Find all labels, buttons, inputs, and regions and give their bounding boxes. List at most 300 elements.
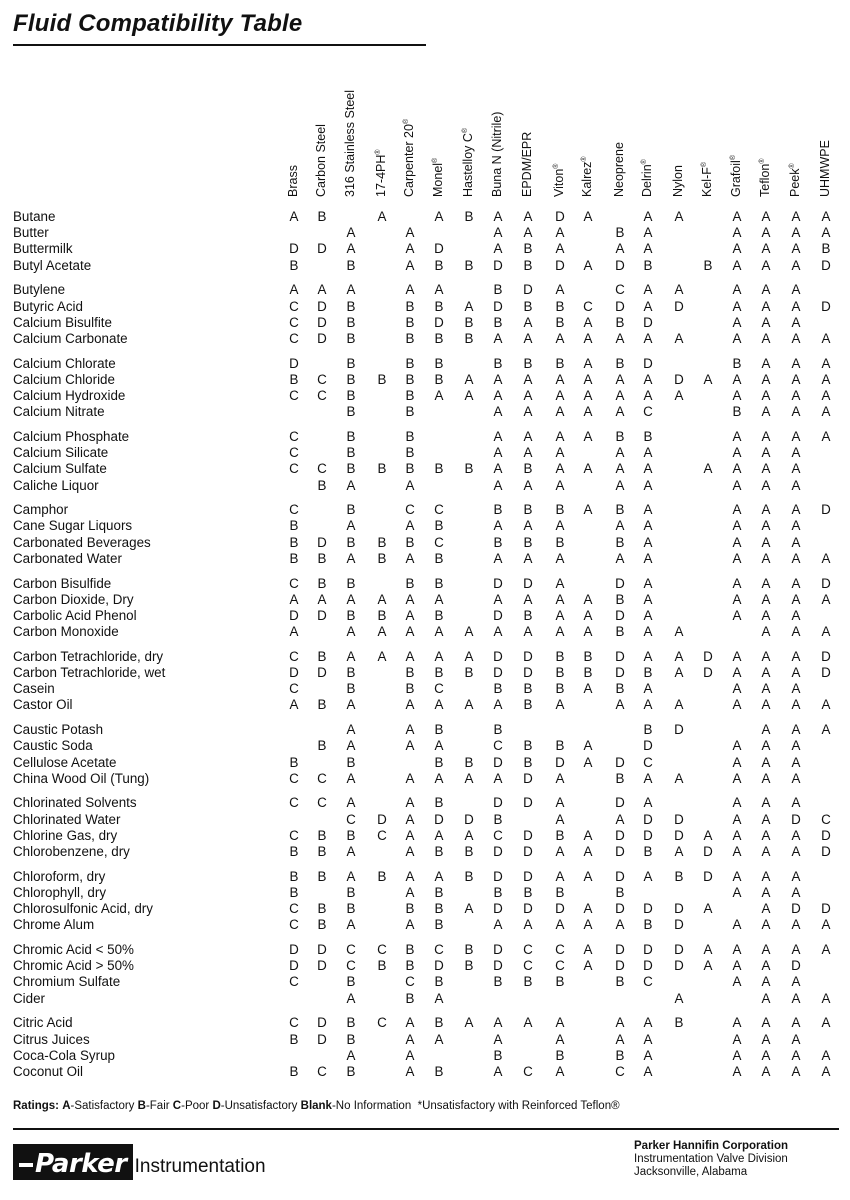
rating-cell: A <box>821 722 831 737</box>
rating-cell: B <box>346 974 356 989</box>
column-header <box>287 165 300 197</box>
rating-cell: A <box>791 991 801 1006</box>
rating-cell: D <box>674 917 684 932</box>
rating-cell: D <box>615 649 625 664</box>
rating-cell: A <box>732 844 742 859</box>
rating-cell: A <box>464 624 474 639</box>
column-header-label: Brass <box>286 165 300 197</box>
rating-cell: C <box>523 958 533 973</box>
rating-cell: A <box>732 958 742 973</box>
fluid-name: Chlorobenzene, dry <box>13 844 130 859</box>
rating-cell: D <box>555 258 565 273</box>
column-header-label: Teflon <box>758 163 773 197</box>
rating-cell: A <box>555 812 565 827</box>
rating-cell: D <box>821 901 831 916</box>
rating-cell: D <box>643 356 653 371</box>
rating-cell: A <box>761 608 771 623</box>
rating-cell: A <box>523 624 533 639</box>
registered-mark: ® <box>403 118 410 125</box>
rating-cell: D <box>555 755 565 770</box>
rating-cell: B <box>493 282 503 297</box>
fluid-name: Coconut Oil <box>13 1064 83 1079</box>
rating-cell: A <box>405 282 415 297</box>
rating-cell: A <box>732 535 742 550</box>
rating-cell: D <box>317 665 327 680</box>
rating-cell: A <box>791 315 801 330</box>
company-division: Instrumentation Valve Division <box>634 1153 788 1165</box>
rating-cell: B <box>317 551 327 566</box>
rating-cell: B <box>346 535 356 550</box>
rating-cell: A <box>583 356 593 371</box>
rating-cell: A <box>732 681 742 696</box>
rating-cell: A <box>523 225 533 240</box>
rating-cell: B <box>615 1048 625 1063</box>
rating-cell: A <box>761 551 771 566</box>
rating-cell: A <box>732 1064 742 1079</box>
rating-cell: A <box>791 649 801 664</box>
rating-cell: A <box>434 991 444 1006</box>
rating-cell: B <box>434 795 444 810</box>
rating-cell: A <box>761 974 771 989</box>
rating-cell: A <box>732 812 742 827</box>
rating-cell: C <box>643 755 653 770</box>
rating-cell: A <box>761 502 771 517</box>
rating-cell: A <box>405 697 415 712</box>
rating-cell: A <box>732 1048 742 1063</box>
fluid-name: Chlorine Gas, dry <box>13 828 118 843</box>
column-header-label: 316 Stainless Steel <box>343 89 357 197</box>
rating-cell: D <box>821 502 831 517</box>
rating-cell: D <box>674 958 684 973</box>
rating-cell: A <box>643 1048 653 1063</box>
rating-cell: A <box>346 649 356 664</box>
rating-cell: A <box>555 917 565 932</box>
rating-cell: D <box>523 828 533 843</box>
rating-cell: A <box>555 241 565 256</box>
rating-cell: B <box>377 461 387 476</box>
rating-cell: B <box>289 755 299 770</box>
rating-cell: A <box>405 844 415 859</box>
rating-cell: A <box>583 755 593 770</box>
parker-logo <box>13 1140 266 1180</box>
rating-cell: D <box>615 258 625 273</box>
fluid-name: Calcium Bisulfite <box>13 315 112 330</box>
rating-cell: C <box>289 771 299 786</box>
rating-cell: A <box>643 551 653 566</box>
column-header-label: Carbon Steel <box>314 124 328 197</box>
rating-cell: A <box>761 258 771 273</box>
rating-cell: A <box>493 372 503 387</box>
rating-cell: B <box>523 502 533 517</box>
rating-cell: A <box>583 404 593 419</box>
rating-cell: A <box>791 299 801 314</box>
rating-cell: A <box>791 869 801 884</box>
rating-cell: B <box>434 372 444 387</box>
rating-cell: A <box>615 917 625 932</box>
rating-cell: A <box>732 461 742 476</box>
rating-cell: B <box>464 331 474 346</box>
rating-cell: B <box>434 665 444 680</box>
rating-cell: B <box>643 917 653 932</box>
fluid-name: Carbon Dioxide, Dry <box>13 592 134 607</box>
rating-cell: C <box>555 958 565 973</box>
rating-cell: A <box>555 795 565 810</box>
rating-cell: A <box>615 478 625 493</box>
legend-note: *Unsatisfactory with Reinforced Teflon® <box>417 1100 620 1112</box>
fluid-name: Caliche Liquor <box>13 478 99 493</box>
rating-cell: A <box>791 844 801 859</box>
rating-cell: C <box>289 445 299 460</box>
rating-cell: C <box>493 738 503 753</box>
rating-cell: D <box>615 755 625 770</box>
rating-cell: B <box>317 869 327 884</box>
rating-cell: D <box>821 299 831 314</box>
rating-cell: A <box>791 372 801 387</box>
rating-cell: A <box>493 331 503 346</box>
rating-cell: A <box>674 697 684 712</box>
rating-cell: A <box>643 209 653 224</box>
registered-mark: ® <box>730 155 737 161</box>
rating-cell: A <box>615 445 625 460</box>
rating-cell: A <box>761 869 771 884</box>
rating-cell: B <box>523 535 533 550</box>
rating-cell: D <box>674 942 684 957</box>
rating-cell: B <box>643 722 653 737</box>
rating-cell: A <box>761 885 771 900</box>
rating-cell: A <box>791 502 801 517</box>
rating-cell: D <box>523 869 533 884</box>
rating-cell: A <box>405 722 415 737</box>
rating-cell: D <box>703 844 713 859</box>
rating-cell: D <box>493 608 503 623</box>
rating-cell: A <box>732 576 742 591</box>
rating-cell: B <box>523 738 533 753</box>
rating-cell: A <box>732 372 742 387</box>
rating-cell: A <box>821 942 831 957</box>
rating-cell: B <box>493 885 503 900</box>
rating-cell: D <box>615 942 625 957</box>
rating-cell: B <box>346 1015 356 1030</box>
rating-cell: A <box>761 576 771 591</box>
fluid-name: Calcium Nitrate <box>13 404 105 419</box>
column-header-label: Hastelloy C <box>461 133 476 197</box>
rating-cell: B <box>555 665 565 680</box>
rating-cell: C <box>434 942 444 957</box>
rating-cell: D <box>434 812 444 827</box>
rating-cell: B <box>555 649 565 664</box>
rating-cell: A <box>791 1015 801 1030</box>
rating-cell: B <box>555 299 565 314</box>
company-location: Jacksonville, Alabama <box>634 1166 748 1178</box>
rating-cell: B <box>434 1015 444 1030</box>
rating-cell: A <box>434 828 444 843</box>
rating-cell: B <box>434 299 444 314</box>
rating-cell: C <box>317 372 327 387</box>
column-header <box>789 163 802 197</box>
rating-cell: B <box>289 844 299 859</box>
rating-cell: B <box>289 535 299 550</box>
fluid-name: Chloroform, dry <box>13 869 106 884</box>
rating-cell: D <box>434 315 444 330</box>
rating-cell: A <box>643 518 653 533</box>
rating-cell: D <box>289 241 299 256</box>
rating-cell: A <box>493 917 503 932</box>
rating-cell: B <box>555 502 565 517</box>
rating-cell: A <box>732 592 742 607</box>
rating-cell: A <box>732 209 742 224</box>
rating-cell: B <box>493 1048 503 1063</box>
column-header-label: Grafoil <box>729 160 744 197</box>
rating-cell: A <box>493 478 503 493</box>
rating-cell: A <box>464 649 474 664</box>
rating-cell: A <box>761 315 771 330</box>
rating-cell: A <box>346 795 356 810</box>
rating-cell: B <box>555 356 565 371</box>
rating-cell: A <box>405 1015 415 1030</box>
rating-cell: A <box>555 282 565 297</box>
rating-cell: A <box>821 697 831 712</box>
rating-cell: B <box>493 974 503 989</box>
rating-cell: A <box>761 388 771 403</box>
rating-cell: A <box>821 356 831 371</box>
rating-cell: A <box>615 551 625 566</box>
rating-cell: A <box>555 697 565 712</box>
rating-cell: B <box>555 828 565 843</box>
rating-cell: A <box>761 917 771 932</box>
rating-cell: B <box>346 315 356 330</box>
rating-cell: A <box>317 592 327 607</box>
rating-cell: A <box>761 755 771 770</box>
rating-cell: A <box>523 315 533 330</box>
fluid-name: Carbon Tetrachloride, dry <box>13 649 164 664</box>
rating-cell: A <box>555 844 565 859</box>
rating-cell: A <box>405 608 415 623</box>
rating-cell: C <box>289 576 299 591</box>
rating-cell: A <box>821 225 831 240</box>
rating-cell: B <box>346 372 356 387</box>
registered-mark: ® <box>789 163 796 169</box>
rating-cell: A <box>732 974 742 989</box>
fluid-name: Cane Sugar Liquors <box>13 518 133 533</box>
rating-cell: A <box>761 1048 771 1063</box>
rating-cell: B <box>555 315 565 330</box>
rating-cell: A <box>643 1064 653 1079</box>
rating-cell: A <box>761 404 771 419</box>
rating-cell: A <box>791 445 801 460</box>
rating-cell: A <box>703 828 713 843</box>
rating-cell: A <box>583 209 593 224</box>
rating-cell: A <box>821 388 831 403</box>
rating-cell: B <box>405 331 415 346</box>
column-header-label: Viton <box>552 168 567 197</box>
rating-cell: A <box>615 697 625 712</box>
rating-cell: B <box>555 535 565 550</box>
rating-cell: A <box>791 258 801 273</box>
rating-cell: D <box>643 958 653 973</box>
rating-cell: A <box>405 795 415 810</box>
rating-cell: D <box>555 901 565 916</box>
rating-cell: A <box>732 828 742 843</box>
rating-cell: B <box>464 844 474 859</box>
rating-cell: A <box>761 429 771 444</box>
rating-cell: D <box>493 942 503 957</box>
rating-cell: D <box>674 299 684 314</box>
rating-cell: B <box>405 299 415 314</box>
rating-cell: D <box>289 665 299 680</box>
rating-cell: C <box>821 812 831 827</box>
fluid-name: Calcium Phosphate <box>13 429 130 444</box>
rating-cell: C <box>289 649 299 664</box>
rating-cell: C <box>289 315 299 330</box>
rating-cell: A <box>493 388 503 403</box>
column-header-label: Monel <box>431 162 446 197</box>
rating-cell: A <box>523 551 533 566</box>
rating-cell: A <box>732 429 742 444</box>
rating-cell: A <box>732 917 742 932</box>
rating-cell: B <box>493 812 503 827</box>
rating-cell: A <box>732 551 742 566</box>
rating-cell: A <box>346 225 356 240</box>
rating-cell: A <box>732 445 742 460</box>
rating-cell: B <box>615 315 625 330</box>
rating-cell: A <box>791 917 801 932</box>
rating-cell: D <box>821 649 831 664</box>
fluid-name: Camphor <box>13 502 69 517</box>
rating-cell: A <box>703 958 713 973</box>
rating-cell: D <box>821 828 831 843</box>
rating-cell: A <box>761 958 771 973</box>
rating-cell: D <box>523 844 533 859</box>
rating-cell: B <box>317 209 327 224</box>
column-header <box>581 156 594 197</box>
rating-cell: A <box>346 771 356 786</box>
rating-cell: B <box>643 665 653 680</box>
rating-cell: A <box>615 372 625 387</box>
rating-cell: A <box>643 225 653 240</box>
rating-cell: A <box>289 697 299 712</box>
rating-cell: B <box>434 518 444 533</box>
rating-cell: A <box>821 551 831 566</box>
rating-cell: B <box>434 901 444 916</box>
rating-cell: B <box>289 885 299 900</box>
rating-cell: A <box>791 461 801 476</box>
rating-cell: A <box>555 461 565 476</box>
rating-cell: A <box>405 551 415 566</box>
rating-cell: A <box>405 225 415 240</box>
fluid-name: Chromic Acid > 50% <box>13 958 134 973</box>
fluid-name: Butyric Acid <box>13 299 83 314</box>
rating-cell: A <box>405 624 415 639</box>
rating-cell: A <box>289 592 299 607</box>
rating-cell: C <box>289 795 299 810</box>
legend-text-blank: -No Information <box>331 1100 412 1112</box>
rating-cell: B <box>346 404 356 419</box>
column-header <box>521 132 534 197</box>
rating-cell: B <box>493 502 503 517</box>
rating-cell: B <box>493 681 503 696</box>
rating-cell: B <box>346 901 356 916</box>
rating-cell: A <box>791 404 801 419</box>
rating-cell: B <box>464 258 474 273</box>
rating-cell: A <box>434 209 444 224</box>
rating-cell: D <box>289 608 299 623</box>
rating-cell: A <box>791 885 801 900</box>
rating-cell: A <box>555 771 565 786</box>
rating-cell: D <box>289 356 299 371</box>
rating-cell: A <box>493 551 503 566</box>
rating-cell: A <box>555 1015 565 1030</box>
rating-cell: B <box>405 942 415 957</box>
rating-cell: A <box>464 1015 474 1030</box>
rating-cell: A <box>523 592 533 607</box>
rating-cell: D <box>523 665 533 680</box>
rating-cell: D <box>317 315 327 330</box>
rating-cell: B <box>555 974 565 989</box>
rating-cell: A <box>464 299 474 314</box>
rating-cell: B <box>555 681 565 696</box>
rating-cell: A <box>583 592 593 607</box>
rating-cell: B <box>317 576 327 591</box>
page-title: Fluid Compatibility Table <box>13 10 303 37</box>
rating-cell: A <box>791 225 801 240</box>
rating-cell: A <box>346 1048 356 1063</box>
rating-cell: A <box>791 681 801 696</box>
rating-cell: B <box>405 665 415 680</box>
rating-cell: A <box>703 372 713 387</box>
rating-cell: A <box>493 461 503 476</box>
rating-cell: A <box>523 331 533 346</box>
rating-cell: B <box>464 942 474 957</box>
rating-cell: B <box>346 608 356 623</box>
rating-cell: A <box>346 592 356 607</box>
rating-cell: A <box>674 844 684 859</box>
legend-key-c: C <box>172 1100 182 1112</box>
fluid-name: Chrome Alum <box>13 917 95 932</box>
rating-cell: B <box>346 331 356 346</box>
rating-cell: D <box>674 722 684 737</box>
rating-cell: D <box>493 755 503 770</box>
rating-cell: A <box>493 445 503 460</box>
fluid-name: Chromium Sulfate <box>13 974 121 989</box>
rating-cell: A <box>615 1015 625 1030</box>
rating-cell: A <box>732 331 742 346</box>
rating-cell: C <box>317 1064 327 1079</box>
rating-cell: A <box>732 697 742 712</box>
rating-cell: A <box>821 991 831 1006</box>
rating-cell: A <box>555 551 565 566</box>
fluid-name: Chlorinated Solvents <box>13 795 137 810</box>
rating-cell: A <box>791 518 801 533</box>
rating-cell: D <box>615 901 625 916</box>
column-header-label: Kalrez <box>580 161 595 197</box>
rating-cell: B <box>523 697 533 712</box>
rating-cell: A <box>791 356 801 371</box>
rating-cell: B <box>523 974 533 989</box>
rating-cell: A <box>555 624 565 639</box>
rating-cell: B <box>405 372 415 387</box>
rating-cell: B <box>346 258 356 273</box>
rating-cell: D <box>615 795 625 810</box>
column-header-label: EPDM/EPR <box>520 131 534 197</box>
rating-cell: D <box>434 241 444 256</box>
rating-cell: D <box>493 869 503 884</box>
rating-cell: B <box>405 991 415 1006</box>
rating-cell: A <box>791 738 801 753</box>
rating-cell: B <box>405 461 415 476</box>
column-header <box>759 158 772 197</box>
rating-cell: C <box>317 461 327 476</box>
rating-cell: A <box>583 429 593 444</box>
